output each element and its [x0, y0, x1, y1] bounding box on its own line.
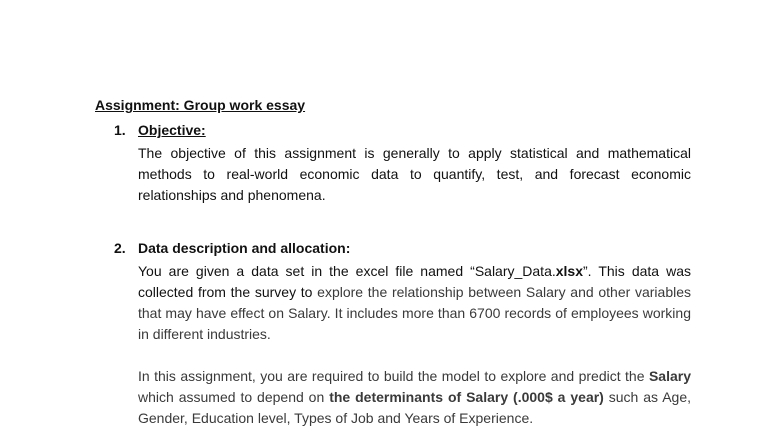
bold-term: the determinants of Salary (.000$ a year)	[329, 389, 604, 405]
paragraph-text: You are given a data set in the excel file named “Salary_Data.	[138, 263, 556, 279]
objective-paragraph: The objective of this assignment is generally to apply statistical and mathematical methods to real-world economic data to quantify, test, and forecast economic relationships and phenomena.	[138, 145, 691, 203]
paragraph-text: such as Age, Gender, Education level, Types of Job and Years of Experience.	[138, 389, 691, 426]
paragraph-text: ”. This data was collected from the survey to	[138, 263, 691, 300]
section-data-description	[114, 240, 704, 345]
section-number: 1.	[114, 122, 126, 138]
paragraph-text: In this assignment, you are required to build the model to explore and predict the	[138, 368, 649, 384]
document-title: Assignment: Group work essay	[95, 97, 306, 113]
section-title: Data description and allocation:	[138, 240, 351, 256]
section-number: 2.	[114, 240, 126, 256]
section-heading	[114, 240, 704, 256]
section-heading	[114, 122, 704, 138]
section-title: Objective:	[138, 122, 206, 138]
bold-term: Salary	[648, 368, 691, 384]
file-extension: xlsx	[555, 263, 583, 279]
section-objective	[114, 122, 704, 206]
paragraph-text: explore the relationship between Salary and other variables that may have effect on Salary. It includes more than 6700 records of employees working in different industries.	[138, 284, 692, 342]
data-description-paragraph	[138, 261, 691, 345]
closing-paragraph	[138, 366, 691, 429]
paragraph-text: which assumed to depend on	[138, 389, 330, 405]
